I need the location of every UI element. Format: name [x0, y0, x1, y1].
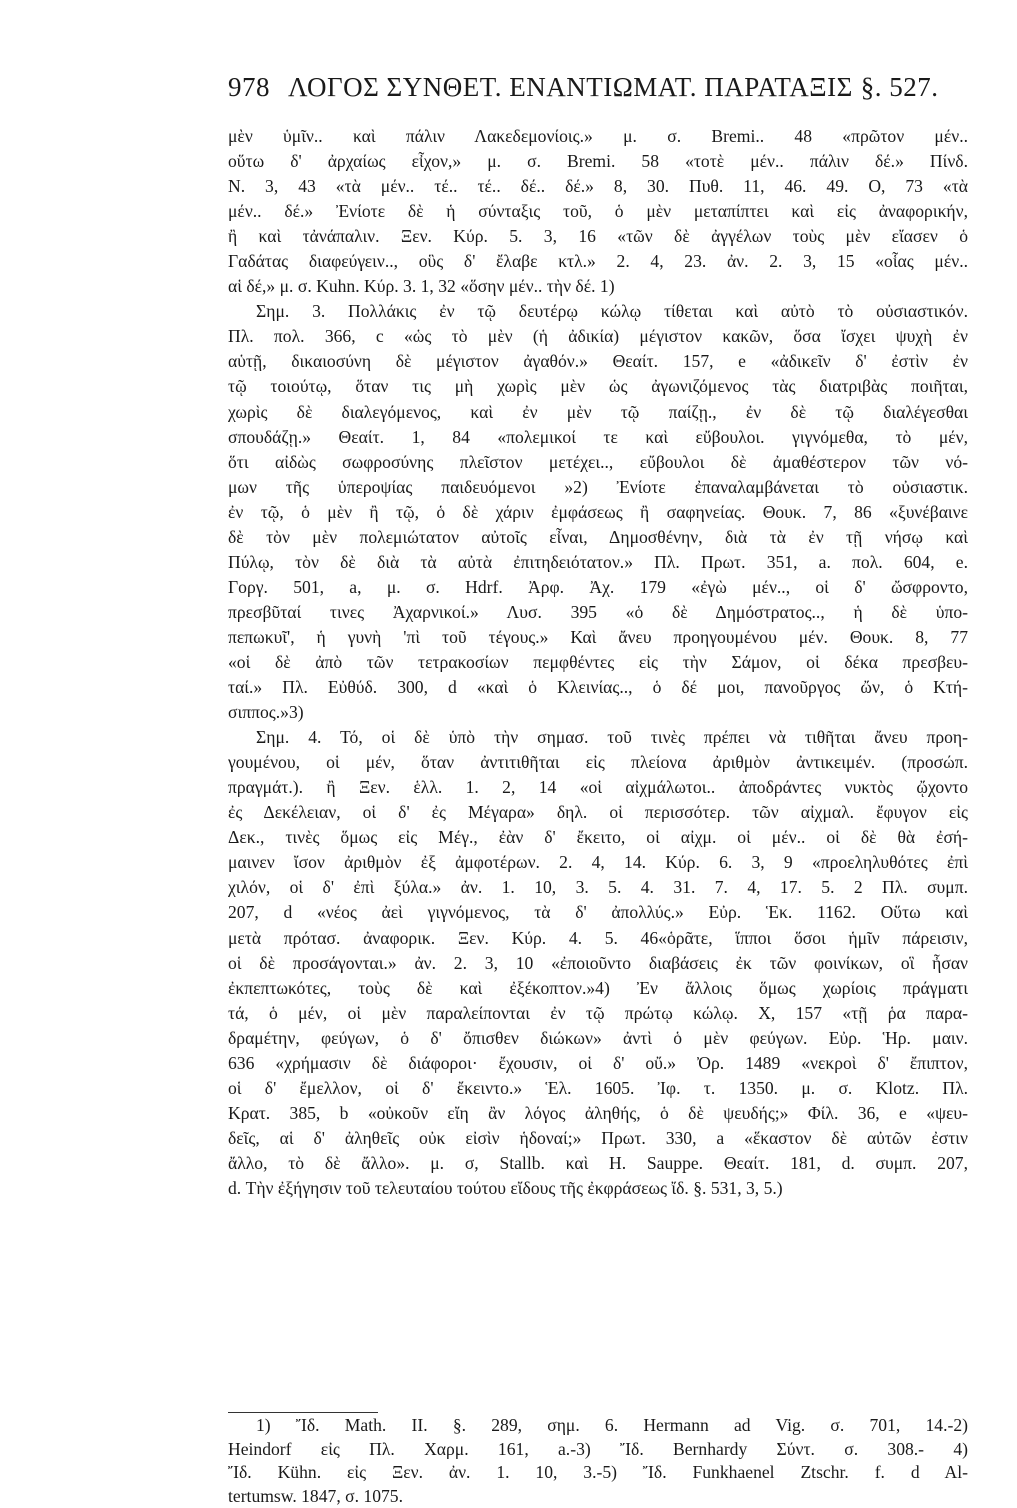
text-line: Σημ. 3. Πολλάκις ἐν τῷ δευτέρῳ κώλῳ τίθεται καὶ αὐτὸ τὸ οὐσιαστικόν. [228, 299, 968, 324]
text-line: τά, ὁ μέν, οἱ μὲν παραλείπονται ἐν τῷ πρώτῳ κώλῳ. Χ, 157 «τῇ ῥα παρα- [228, 1001, 968, 1026]
text-line: δραμέτην, φεύγων, ὁ δ' ὄπισθεν διώκων» ἀντὶ ὁ μὲν φεύγων. Εὐρ. Ἡρ. μαιν. [228, 1026, 968, 1051]
footnote-line: tertumsw. 1847, σ. 1075. [228, 1485, 968, 1508]
text-line: δὲ τὸν μὲν πολεμιώτατον αὐτοῖς εἶναι, Δημοσθένην, διὰ τὰ ἐν τῇ νήσῳ καὶ [228, 525, 968, 550]
footnote-rule [228, 1412, 378, 1413]
text-line: ἢ καὶ τἀνάπαλιν. Ξεν. Κύρ. 5. 3, 16 «τῶν δὲ ἀγγέλων τοὺς μὲν εἴασεν ὁ [228, 224, 968, 249]
text-line: μέν.. δέ.» Ἐνίοτε δὲ ἡ σύνταξις τοῦ, ὁ μὲν μεταπίπτει καὶ εἰς ἀναφορικήν, [228, 199, 968, 224]
text-line: πρεσβῦταί τινες Ἀχαρνικοί.» Λυσ. 395 «ὁ δὲ Δημόστρατος.., ἡ δὲ ὑπο- [228, 600, 968, 625]
text-line: μων τῆς ὑπεροψίας παιδευόμενοι »2) Ἐνίοτε ἐπαναλαμβάνεται τὸ οὐσιαστικ. [228, 475, 968, 500]
text-line: οὕτω δ' ἀρχαίως εἶχον,» μ. σ. Bremi. 58 «τοτὲ μέν.. πάλιν δέ.» Πίνδ. [228, 149, 968, 174]
text-line: Πύλῳ, τὸν δὲ διὰ τὰ αὐτὰ ἐπιτηδειότατον.» Πλ. Πρωτ. 351, a. πολ. 604, e. [228, 550, 968, 575]
text-line: Γοργ. 501, a, μ. σ. Hdrf. Ἀρφ. Ἀχ. 179 «ἐγὼ μέν.., οἱ δ' ὤσφροντο, [228, 575, 968, 600]
section-number: §. 527. [861, 72, 939, 102]
text-line: αὑτῇ, δικαιοσύνη δὲ μέγιστον ἀγαθόν.» Θεαίτ. 157, e «ἀδικεῖν δ' ἐστὶν ἐν [228, 349, 968, 374]
text-line: τῷ τοιούτῳ, ὅταν τις μὴ χωρὶς μὲν ὡς ἀγωνιζόμενος τὰς διατριβὰς ποιῆται, [228, 374, 968, 399]
footnote-line: 1) Ἴδ. Math. II. §. 289, σημ. 6. Hermann ad Vig. σ. 701, 14.-2) [228, 1414, 968, 1438]
text-line: ὅτι αἰδὼς σωφροσύνης πλεῖστον μετέχει.., εὔβουλοι δὲ ἀμαθέστερον τῶν νό- [228, 450, 968, 475]
text-line: ταί.» Πλ. Εὐθύδ. 300, d «καὶ ὁ Κλεινίας.., ὁ δέ μοι, πανοῦργος ὤν, ὁ Κτή- [228, 675, 968, 700]
footnotes [228, 1414, 968, 1508]
footnote-line: Heindorf εἰς Πλ. Χαρμ. 161, a.-3) Ἴδ. Bernhardy Σύντ. σ. 308.- 4) [228, 1438, 968, 1462]
text-line: μαινεν ἴσον ἀριθμὸν ἐξ ἀμφοτέρων. 2. 4, 14. Κύρ. 6. 3, 9 «προεληλυθότες ἐπὶ [228, 850, 968, 875]
main-text [228, 124, 968, 1201]
text-line: ἐκπεπτωκότες, τοὺς δὲ καὶ ἐξέκοπτον.»4) Ἐν ἄλλοις ὅμως χωρίοις πράγματι [228, 976, 968, 1001]
text-line: ἐν τῷ, ὁ μὲν ἢ τῷ, ὁ δὲ χάριν ἐμφάσεως ἢ σαφηνείας. Θουκ. 7, 86 «ξυνέβαινε [228, 500, 968, 525]
text-line: αἱ δέ,» μ. σ. Kuhn. Κύρ. 3. 1, 32 «ὅσην μέν.. τὴν δέ. 1) [228, 274, 968, 299]
page-number: 978 [228, 72, 270, 102]
text-line: Δεκ., τινὲς ὅμως εἰς Μέγ., ἐὰν δ' ἔκειτο, οἱ αἰχμ. οἱ μέν.. οἱ δὲ θὰ ἐσή- [228, 825, 968, 850]
text-line: Κρατ. 385, b «οὐκοῦν εἴη ἂν λόγος ἀληθής, ὁ δὲ ψευδής;» Φίλ. 36, e «ψευ- [228, 1101, 968, 1126]
text-line: Γαδάτας διαφεύγειν.., οὓς δ' ἔλαβε κτλ.» 2. 4, 23. ἀν. 2. 3, 15 «οἷας μέν.. [228, 249, 968, 274]
text-line: μὲν ὑμῖν.. καὶ πάλιν Λακεδεμονίοις.» μ. σ. Bremi.. 48 «πρῶτον μέν.. [228, 124, 968, 149]
text-line: 636 «χρήμασιν δὲ διάφοροι· ἔχουσιν, οἱ δ' οὔ.» Ὀρ. 1489 «νεκροὶ δ' ἔπιπτον, [228, 1051, 968, 1076]
text-line: ἄλλο, τὸ δὲ ἄλλο». μ. σ, Stallb. καὶ H. Sauppe. Θεαίτ. 181, d. συμπ. 207, [228, 1151, 968, 1176]
text-line: χωρὶς δὲ διαλεγόμενος, καὶ ἐν μὲν τῷ παίζῃ., ἐν δὲ τῷ διαλέγεσθαι [228, 400, 968, 425]
text-line: Ν. 3, 43 «τὰ μέν.. τέ.. τέ.. δέ.. δέ.» 8, 30. Πυθ. 11, 46. 49. Ο, 73 «τὰ [228, 174, 968, 199]
text-line: πραγμάτ.). ἢ Ξεν. ἑλλ. 1. 2, 14 «οἱ αἰχμάλωτοι.. ἀποδράντες νυκτὸς ᾤχοντο [228, 775, 968, 800]
text-line: «οἱ δὲ ἀπὸ τῶν τετρακοσίων πεμφθέντες εἰς τὴν Σάμον, οἱ δέκα πρεσβευ- [228, 650, 968, 675]
text-line: οἱ δὲ προσάγονται.» ἀν. 2. 3, 10 «ἐποιοῦντο διαβάσεις ἐκ τῶν φοινίκων, οἳ ἦσαν [228, 951, 968, 976]
text-line: δεῖς, αἱ δ' ἀληθεῖς οὐκ εἰσὶν ἡδοναί;» Πρωτ. 330, a «ἕκαστον δὲ αὐτῶν ἐστιν [228, 1126, 968, 1151]
text-line: ἐς Δεκέλειαν, οἱ δ' ἐς Μέγαρα» δηλ. οἱ περισσότερ. τῶν αἰχμαλ. ἔφυγον εἰς [228, 800, 968, 825]
text-line: μετὰ πρότασ. ἀναφορικ. Ξεν. Κύρ. 4. 5. 46«ὁρᾶτε, ἵπποι ὅσοι ἡμῖν πάρεισιν, [228, 926, 968, 951]
text-line: σιππος.»3) [228, 700, 968, 725]
text-line: γουμένου, οἱ μέν, ὅταν ἀντιτιθῆται εἰς πλείονα ἀριθμὸν ἀντικειμέν. (προσώπ. [228, 750, 968, 775]
text-line: d. Τὴν ἐξήγησιν τοῦ τελευταίου τούτου εἴδους τῆς ἐκφράσεως ἴδ. §. 531, 3, 5.) [228, 1176, 968, 1201]
running-title: ΛΟΓΟΣ ΣΥΝΘΕΤ. ΕΝΑΝΤΙΩΜΑΤ. ΠΑΡΑΤΑΞΙΣ [288, 72, 853, 102]
text-line: οἱ δ' ἔμελλον, οἱ δ' ἔκειντο.» Ἑλ. 1605. Ἰφ. τ. 1350. μ. σ. Klotz. Πλ. [228, 1076, 968, 1101]
text-line: χιλόν, οἱ δ' ἐπὶ ξύλα.» ἀν. 1. 10, 3. 5. 4. 31. 7. 4, 17. 5. 2 Πλ. συμπ. [228, 875, 968, 900]
text-line: Σημ. 4. Τό, οἱ δὲ ὑπὸ τὴν σημασ. τοῦ τινὲς πρέπει νὰ τιθῆται ἄνευ προη- [228, 725, 968, 750]
text-line: σπουδάζῃ.» Θεαίτ. 1, 84 «πολεμικοί τε καὶ εὔβουλοι. γιγνόμεθα, τὸ μέν, [228, 425, 968, 450]
text-line: 207, d «νέος ἀεὶ γιγνόμενος, τὰ δ' ἀπολλύς.» Εὐρ. Ἑκ. 1162. Οὕτω καὶ [228, 900, 968, 925]
text-line: πεπωκυῖ', ἡ γυνὴ 'πὶ τοῦ τέγους.» Καὶ ἄνευ προηγουμένου μέν. Θουκ. 8, 77 [228, 625, 968, 650]
page-header [228, 72, 1017, 103]
text-line: Πλ. πολ. 366, c «ὡς τὸ μὲν (ἡ ἀδικία) μέγιστον κακῶν, ὅσα ἴσχει ψυχὴ ἐν [228, 324, 968, 349]
footnote-line: Ἴδ. Kühn. εἰς Ξεν. ἀν. 1. 10, 3.-5) Ἴδ. Funkhaenel Ztschr. f. d Al- [228, 1461, 968, 1485]
